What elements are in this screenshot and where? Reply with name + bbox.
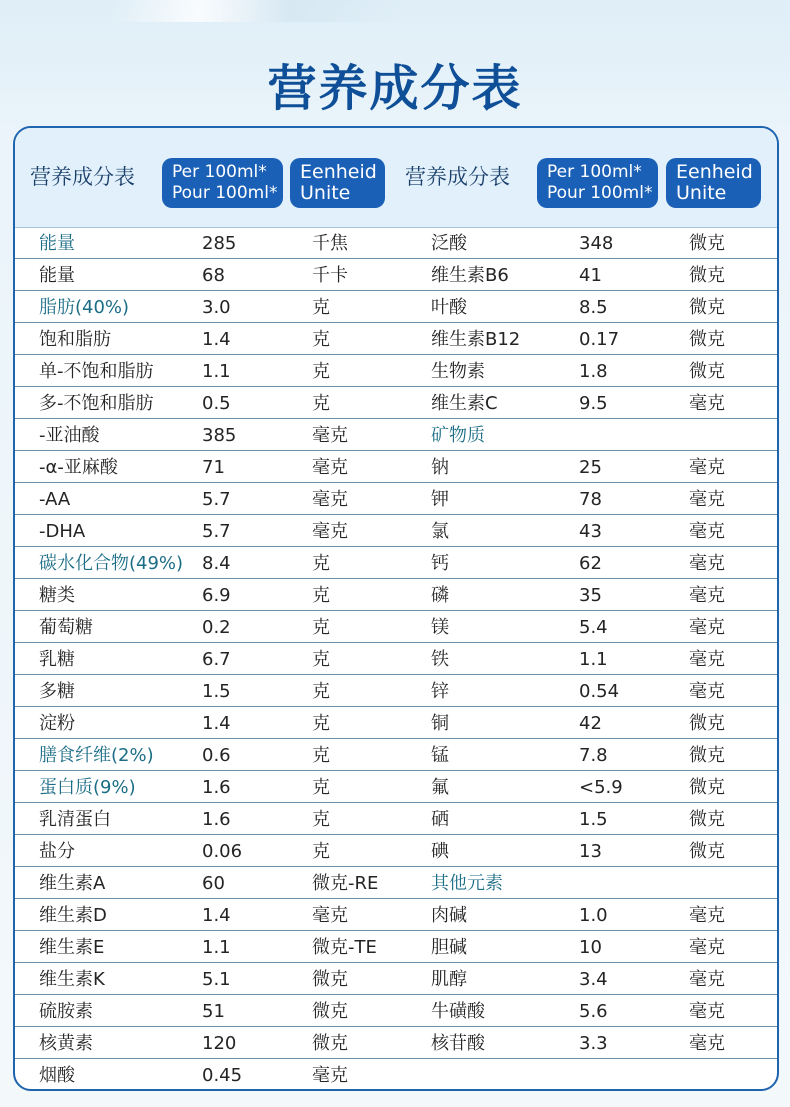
top-decoration	[110, 0, 410, 22]
right-nutrient-name: 维生素C	[431, 393, 498, 414]
right-nutrient-name: 碘	[431, 841, 449, 862]
table-row	[15, 995, 777, 1027]
left-unit: 克	[312, 553, 330, 574]
right-unit: 微克	[689, 809, 725, 830]
left-amount: 0.6	[202, 745, 231, 766]
table-row	[15, 771, 777, 803]
table-header	[15, 128, 777, 228]
table-row	[15, 323, 777, 355]
left-unit: 克	[312, 393, 330, 414]
left-nutrient-name: 多-不饱和脂肪	[39, 393, 154, 414]
right-nutrient-name: 叶酸	[431, 297, 467, 318]
table-row	[15, 611, 777, 643]
left-unit: 毫克	[312, 521, 348, 542]
right-unit: 毫克	[689, 905, 725, 926]
right-amount: 1.5	[579, 809, 608, 830]
table-row	[15, 899, 777, 931]
right-amount: 7.8	[579, 745, 608, 766]
table-row	[15, 963, 777, 995]
right-amount: 3.4	[579, 969, 608, 990]
left-amount: 0.5	[202, 393, 231, 414]
right-unit: 毫克	[689, 1001, 725, 1022]
left-unit: 千卡	[312, 265, 348, 286]
right-amount: 3.3	[579, 1033, 608, 1054]
left-unit: 微克-RE	[312, 873, 379, 894]
nutrition-table	[13, 126, 779, 1091]
right-nutrient-name: 维生素B12	[431, 329, 521, 350]
left-nutrient-name: 乳清蛋白	[39, 809, 111, 830]
left-amount: 1.4	[202, 329, 231, 350]
left-nutrient-name: 脂肪(40%)	[39, 297, 130, 318]
left-amount: 6.7	[202, 649, 231, 670]
left-nutrient-name: 乳糖	[39, 649, 75, 670]
table-row	[15, 803, 777, 835]
right-unit: 毫克	[689, 393, 725, 414]
left-amount: 51	[202, 1001, 225, 1022]
left-amount: 0.45	[202, 1065, 243, 1086]
per-100ml-badge-right	[537, 158, 658, 208]
right-nutrient-name: 磷	[431, 585, 449, 606]
per-line1: Per 100ml*	[547, 162, 642, 182]
right-unit: 毫克	[689, 649, 725, 670]
right-amount: 0.17	[579, 329, 620, 350]
right-unit: 微克	[689, 361, 725, 382]
right-nutrient-name: 锰	[431, 745, 449, 766]
table-row	[15, 419, 777, 451]
left-amount: 1.6	[202, 809, 231, 830]
left-nutrient-name: 核黄素	[39, 1033, 93, 1054]
left-unit: 毫克	[312, 489, 348, 510]
right-unit: 微克	[689, 297, 725, 318]
table-row	[15, 483, 777, 515]
right-unit: 微克	[689, 329, 725, 350]
right-unit: 微克	[689, 713, 725, 734]
left-amount: 5.7	[202, 489, 231, 510]
left-amount: 68	[202, 265, 225, 286]
left-unit: 克	[312, 841, 330, 862]
left-amount: 60	[202, 873, 225, 894]
right-nutrient-name: 泛酸	[431, 233, 467, 254]
right-unit: 毫克	[689, 457, 725, 478]
left-unit: 毫克	[312, 457, 348, 478]
right-nutrient-name: 镁	[431, 617, 449, 638]
left-nutrient-name: 能量	[39, 265, 75, 286]
left-unit: 克	[312, 585, 330, 606]
left-unit: 微克	[312, 1001, 348, 1022]
right-unit: 毫克	[689, 489, 725, 510]
left-unit: 克	[312, 329, 330, 350]
left-amount: 0.2	[202, 617, 231, 638]
right-amount: 10	[579, 937, 602, 958]
left-amount: 71	[202, 457, 225, 478]
left-amount: 1.5	[202, 681, 231, 702]
table-row	[15, 579, 777, 611]
left-nutrient-name: 单-不饱和脂肪	[39, 361, 154, 382]
left-unit: 克	[312, 745, 330, 766]
left-nutrient-name: 盐分	[39, 841, 75, 862]
left-unit: 克	[312, 713, 330, 734]
right-amount: 78	[579, 489, 602, 510]
table-row	[15, 1059, 777, 1090]
right-nutrient-name: 其他元素	[431, 873, 503, 894]
unit-line1: Eenheid	[300, 161, 377, 183]
left-amount: 1.6	[202, 777, 231, 798]
left-nutrient-name: -DHA	[39, 521, 86, 542]
right-amount: 62	[579, 553, 602, 574]
left-amount: 1.1	[202, 937, 231, 958]
left-nutrient-name: -亚油酸	[39, 425, 100, 446]
table-row	[15, 451, 777, 483]
right-nutrient-name: 锌	[431, 681, 449, 702]
table-row	[15, 931, 777, 963]
right-unit: 毫克	[689, 969, 725, 990]
table-row	[15, 259, 777, 291]
right-nutrient-name: 牛磺酸	[431, 1001, 485, 1022]
right-amount: 348	[579, 233, 614, 254]
right-unit: 毫克	[689, 937, 725, 958]
left-unit: 千焦	[312, 233, 348, 254]
right-unit: 毫克	[689, 617, 725, 638]
left-nutrient-name: 硫胺素	[39, 1001, 93, 1022]
left-nutrient-name: -AA	[39, 489, 71, 510]
right-nutrient-name: 铜	[431, 713, 449, 734]
left-unit: 克	[312, 297, 330, 318]
left-unit: 克	[312, 681, 330, 702]
table-row	[15, 291, 777, 323]
table-row	[15, 355, 777, 387]
per-100ml-badge-left	[162, 158, 283, 208]
left-amount: 8.4	[202, 553, 231, 574]
right-nutrient-name: 氯	[431, 521, 449, 542]
left-nutrient-name: 多糖	[39, 681, 75, 702]
left-amount: 1.4	[202, 905, 231, 926]
left-unit: 毫克	[312, 905, 348, 926]
left-nutrient-name: 维生素E	[39, 937, 105, 958]
left-unit: 克	[312, 361, 330, 382]
left-nutrient-name: 蛋白质(9%)	[39, 777, 136, 798]
left-nutrient-name: 烟酸	[39, 1065, 75, 1086]
right-unit: 微克	[689, 745, 725, 766]
unit-badge-left	[290, 158, 385, 208]
table-row	[15, 227, 777, 259]
table-row	[15, 547, 777, 579]
right-nutrient-name: 钙	[431, 553, 449, 574]
right-unit: 微克	[689, 841, 725, 862]
right-unit: 微克	[689, 265, 725, 286]
left-amount: 6.9	[202, 585, 231, 606]
left-nutrient-name: 能量	[39, 233, 75, 254]
left-amount: 1.1	[202, 361, 231, 382]
right-amount: 9.5	[579, 393, 608, 414]
right-amount: 25	[579, 457, 602, 478]
table-row	[15, 643, 777, 675]
left-nutrient-name: 糖类	[39, 585, 75, 606]
right-unit: 毫克	[689, 521, 725, 542]
right-nutrient-name: 生物素	[431, 361, 485, 382]
right-unit: 毫克	[689, 1033, 725, 1054]
left-unit: 毫克	[312, 1065, 348, 1086]
per-line1: Per 100ml*	[172, 162, 267, 182]
left-unit: 微克	[312, 969, 348, 990]
right-unit: 毫克	[689, 553, 725, 574]
right-unit: 微克	[689, 233, 725, 254]
table-row	[15, 867, 777, 899]
left-nutrient-name: 饱和脂肪	[39, 329, 111, 350]
right-amount: 1.1	[579, 649, 608, 670]
table-body	[15, 227, 777, 1090]
right-nutrient-name: 硒	[431, 809, 449, 830]
table-row	[15, 835, 777, 867]
left-nutrient-name: 碳水化合物(49%)	[39, 553, 184, 574]
left-nutrient-name: 淀粉	[39, 713, 75, 734]
left-nutrient-name: 膳食纤维(2%)	[39, 745, 154, 766]
left-nutrient-name: 维生素K	[39, 969, 105, 990]
right-amount: 5.6	[579, 1001, 608, 1022]
right-unit: 微克	[689, 777, 725, 798]
right-nutrient-name: 维生素B6	[431, 265, 509, 286]
header-label-left: 营养成分表	[30, 165, 135, 189]
right-nutrient-name: 核苷酸	[431, 1033, 485, 1054]
right-amount: 0.54	[579, 681, 620, 702]
left-amount: 5.7	[202, 521, 231, 542]
table-row	[15, 515, 777, 547]
left-amount: 285	[202, 233, 237, 254]
left-unit: 克	[312, 649, 330, 670]
right-amount: 35	[579, 585, 602, 606]
left-amount: 120	[202, 1033, 237, 1054]
right-nutrient-name: 肉碱	[431, 905, 467, 926]
right-amount: 43	[579, 521, 602, 542]
right-amount: 5.4	[579, 617, 608, 638]
left-nutrient-name: 维生素D	[39, 905, 107, 926]
per-line2: Pour 100ml*	[172, 183, 278, 203]
right-nutrient-name: 矿物质	[431, 425, 485, 446]
table-row	[15, 1027, 777, 1059]
left-unit: 微克-TE	[312, 937, 377, 958]
left-unit: 克	[312, 809, 330, 830]
right-nutrient-name: 肌醇	[431, 969, 467, 990]
right-amount: 1.0	[579, 905, 608, 926]
right-amount: 13	[579, 841, 602, 862]
left-unit: 克	[312, 777, 330, 798]
right-amount: 42	[579, 713, 602, 734]
table-row	[15, 739, 777, 771]
left-amount: 385	[202, 425, 237, 446]
right-unit: 毫克	[689, 585, 725, 606]
left-unit: 微克	[312, 1033, 348, 1054]
right-nutrient-name: 钾	[431, 489, 449, 510]
unit-line2: Unite	[300, 182, 351, 204]
header-label-right: 营养成分表	[405, 165, 510, 189]
left-nutrient-name: 葡萄糖	[39, 617, 93, 638]
left-amount: 0.06	[202, 841, 243, 862]
right-unit: 毫克	[689, 681, 725, 702]
per-line2: Pour 100ml*	[547, 183, 653, 203]
left-unit: 毫克	[312, 425, 348, 446]
unit-line1: Eenheid	[676, 161, 753, 183]
left-nutrient-name: 维生素A	[39, 873, 106, 894]
table-row	[15, 387, 777, 419]
right-nutrient-name: 铁	[431, 649, 449, 670]
left-nutrient-name: -α-亚麻酸	[39, 457, 118, 478]
right-nutrient-name: 钠	[431, 457, 449, 478]
right-amount: 8.5	[579, 297, 608, 318]
unit-line2: Unite	[676, 182, 727, 204]
page-title: 营养成分表	[267, 60, 523, 117]
left-amount: 1.4	[202, 713, 231, 734]
table-row	[15, 707, 777, 739]
right-nutrient-name: 胆碱	[431, 937, 467, 958]
right-nutrient-name: 氟	[431, 777, 449, 798]
left-amount: 5.1	[202, 969, 231, 990]
left-amount: 3.0	[202, 297, 231, 318]
unit-badge-right	[666, 158, 761, 208]
left-unit: 克	[312, 617, 330, 638]
right-amount: 1.8	[579, 361, 608, 382]
right-amount: 41	[579, 265, 602, 286]
right-amount: <5.9	[579, 777, 623, 798]
table-row	[15, 675, 777, 707]
